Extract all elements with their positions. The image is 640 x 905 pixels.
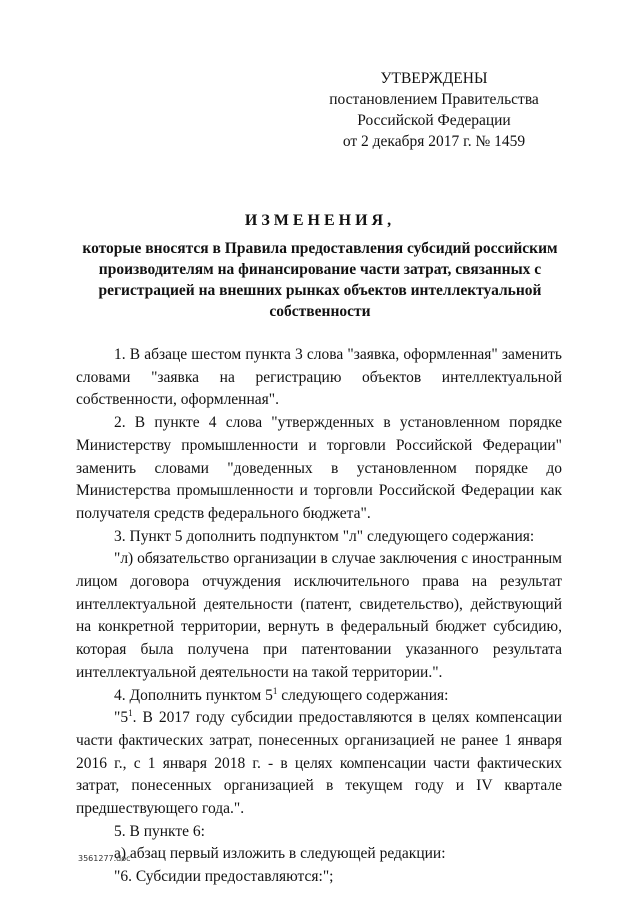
approval-line-3: от 2 декабря 2017 г. № 1459 [342, 133, 526, 150]
paragraph-9: "6. Субсидии предоставляются:"; [114, 868, 334, 886]
paragraph-7: 5. В пункте 6: [114, 822, 205, 840]
approval-heading: УТВЕРЖДЕНЫ [380, 70, 488, 87]
document-title: ИЗМЕНЕНИЯ, [244, 212, 396, 229]
document-body [76, 344, 562, 889]
paragraph-6-text: "5 [114, 709, 129, 727]
paragraph-6 [76, 707, 562, 821]
paragraph-5-text: 4. Дополнить пунктом 5 [114, 686, 273, 704]
approval-line-2: Российской Федерации [357, 112, 511, 129]
paragraph-2: 2. В пункте 4 слова "утвержденных в установленном порядке Министерству промышленности и торговли Российской Федерации" заменить словами "доведенных в установленном порядке до Министерства промышленности и торговли Российской Федерации как получателя средств федерального бюджета". [76, 414, 562, 522]
paragraph-5-tail: следующего содержания: [277, 686, 449, 704]
paragraph-6-tail: . В 2017 году субсидии предоставляются в целях компенсации части фактических затрат, понесенных организацией не ранее 1 января 2016 г., с 1 января 2018 г. - в целях компенсации части фактических затрат, понесенных организацией в текущем году и IV квартале предшествующего года.". [76, 709, 562, 818]
paragraph-5-superscript: 1 [272, 685, 278, 696]
approval-block [314, 68, 554, 152]
file-footer: 3561277.doc [78, 854, 131, 863]
document-subtitle: которые вносятся в Правила предоставления субсидий российским производителям на финансирование части затрат, связанных с регистрацией на внешних рынках объектов интеллектуальной собственности [82, 240, 558, 320]
paragraph-3: 3. Пункт 5 дополнить подпунктом "л" следующего содержания: [114, 527, 535, 545]
paragraph-6-superscript: 1 [128, 708, 133, 719]
approval-line-1: постановлением Правительства [329, 91, 539, 108]
paragraph-8: а) абзац первый изложить в следующей редакции: [114, 845, 446, 863]
paragraph-5 [76, 685, 562, 708]
paragraph-1: 1. В абзаце шестом пункта 3 слова "заявка, оформленная" заменить словами "заявка на регистрацию объектов интеллектуальной собственности, оформленная". [76, 346, 562, 409]
paragraph-4: "л) обязательство организации в случае заключения с иностранным лицом договора отчуждения исключительного права на результат интеллектуальной деятельности (патент, свидетельство), действующий на конкретной территории, вернуть в федеральный бюджет субсидию, которая была получена при патентовании указанного результата интеллектуальной деятельности на такой территории.". [76, 550, 562, 681]
